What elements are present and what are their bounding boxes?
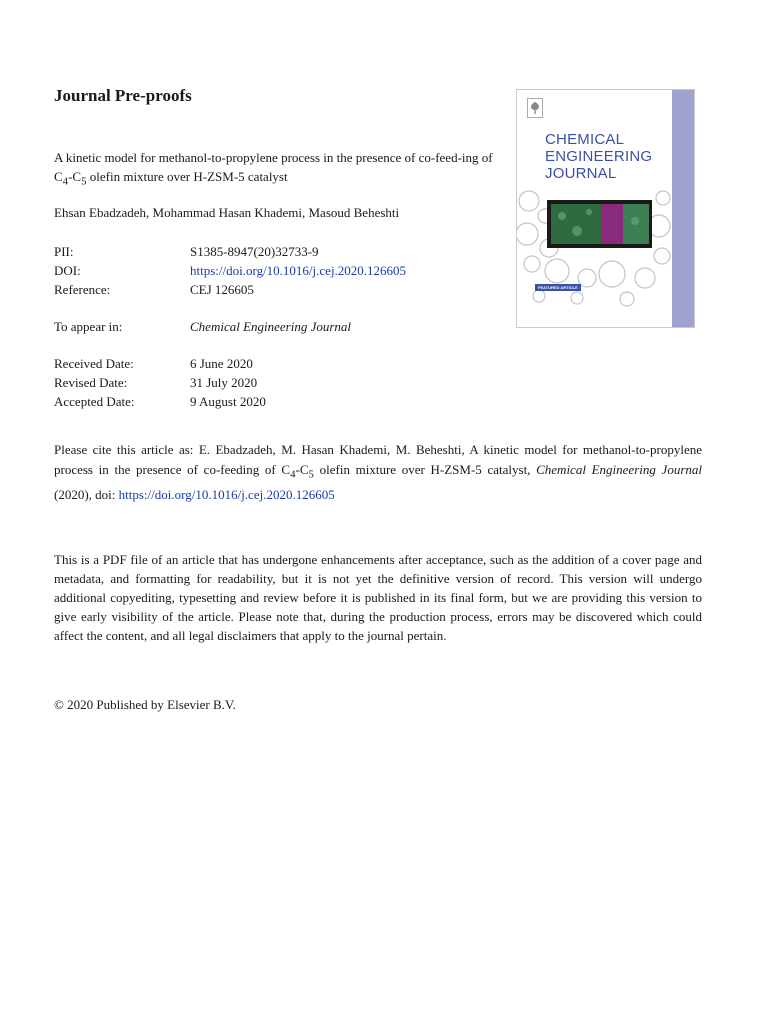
cover-featured-banner: FEATURED ARTICLE [535,284,581,291]
cover-artwork [517,186,672,327]
citation-paragraph: Please cite this article as: E. Ebadzadeh, M. Hasan Khademi, M. Beheshti, A kinetic model for methanol-to-propylene process in the presence of co-feeding of $C_4-C_5$ olefin mixture over H-ZSM-5 catalyst, Chemical Engineering Journal (2020), doi: https://doi.org/10.1016/j.cej.2020.126605 [54,442,702,502]
accepted-label: Accepted Date: [54,394,135,409]
citation-journal: Chemical Engineering Journal [536,462,702,477]
accepted-date: 9 August 2020 [190,394,266,409]
page-heading: Journal Pre-proofs [54,86,192,105]
appear-label: To appear in: [54,319,123,334]
doi-label: DOI: [54,263,81,278]
identifiers-block [54,242,406,299]
appear-journal: Chemical Engineering Journal [190,319,352,334]
copyright-line: © 2020 Published by Elsevier B.V. [54,697,236,712]
journal-cover-image [516,89,695,328]
cover-stripe [672,90,694,327]
article-authors: Ehsan Ebadzadeh, Mohammad Hasan Khademi, Masoud Beheshti [54,205,400,220]
received-date: 6 June 2020 [190,356,253,371]
elsevier-tree-logo [527,98,543,118]
preproof-notice: This is a PDF file of an article that has undergone enhancements after acceptance, such as the addition of a cover page and metadata, and formatting for readability, but it is not yet the definitive version of record. This version will undergo additional copyediting, typesetting and review before it is published in its final form, but we are providing this version to give early visibility of the article. Please note that, during the production process, errors may be discovered which could affect the content, and all legal disclaimers that apply to the journal pertain. [54,552,702,643]
received-label: Received Date: [54,356,134,371]
cover-journal-title: CHEMICAL ENGINEERING JOURNAL [545,131,653,182]
reference-value: CEJ 126605 [190,282,254,297]
doi-link[interactable]: https://doi.org/10.1016/j.cej.2020.126605 [190,263,407,278]
reference-label: Reference: [54,282,111,297]
dates-block [54,354,266,411]
article-title: A kinetic model for methanol-to-propylene process in the presence of co-feed-ing of $C_4-C_5$ olefin mixture over H-ZSM-5 catalyst [54,150,493,188]
revised-date: 31 July 2020 [190,375,258,390]
revised-label: Revised Date: [54,375,128,390]
appear-block [54,317,351,336]
citation-doi-link[interactable]: https://doi.org/10.1016/j.cej.2020.126605 [118,486,335,502]
pii-value: S1385-8947(20)32733-9 [190,244,319,259]
pii-label: PII: [54,244,74,259]
